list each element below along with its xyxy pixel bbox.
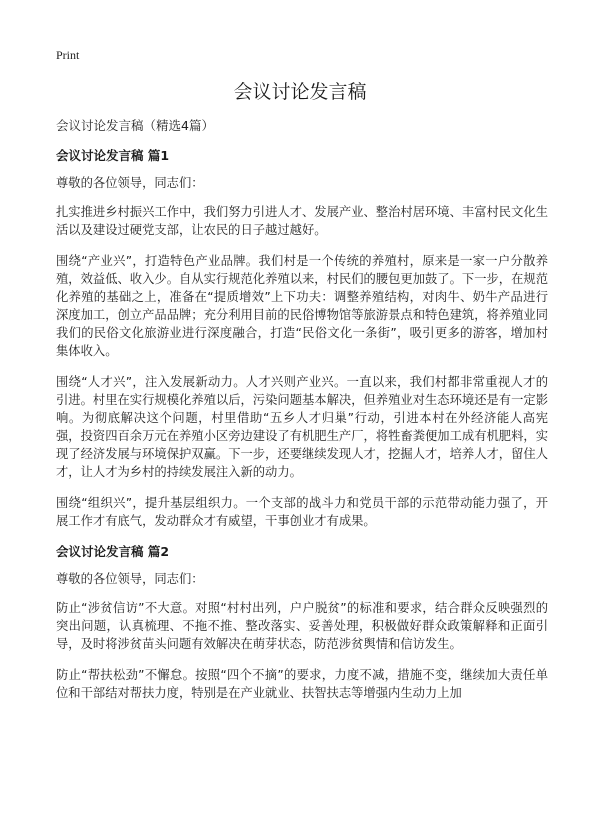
document-content xyxy=(56,117,548,715)
paragraph: 围绕“人才兴”，注入发展新动力。人才兴则产业兴。一直以来，我们村都非常重视人才的引进。村里在实行规模化养殖以后，污染问题基本解决，但养殖业对生态环境还是有一定影响。为彻底解决这个问题，村里借助“五乡人才归巢”行动，引进本村在外经济能人高宪强，投资四百余万元在养殖小区旁边建设了有机肥生产厂，将牲畜粪便加工成有机肥料，实现了经济发展与环境保护双赢。下一步，还要继续发现人才，挖掘人才，培养人才，留住人才，让人才为乡村的持续发展注入新的动力。 xyxy=(56,375,548,479)
paragraph: 围绕“产业兴”，打造特色产业品牌。我们村是一个传统的养殖村，原来是一家一户分散养殖，效益低、收入少。自从实行规范化养殖以来，村民们的腰包更加鼓了。下一步，在规范化养殖的基础之上，准备在“提质增效”上下功夫：调整养殖结构，对肉牛、奶牛产品进行深度加工，创立产品品牌；充分利用目前的民俗博物馆等旅游景点和特色建筑，将养殖业同我们的民俗文化旅游业进行深度融合，打造“民俗文化一条街”，吸引更多的游客，增加村集体收入。 xyxy=(56,254,548,358)
salutation: 尊敬的各位领导，同志们： xyxy=(56,176,204,190)
section-heading: 会议讨论发言稿 篇2 xyxy=(56,544,170,559)
document-title: 会议讨论发言稿 xyxy=(233,81,367,103)
salutation: 尊敬的各位领导，同志们： xyxy=(56,572,204,586)
paragraph: 扎实推进乡村振兴工作中，我们努力引进人才、发展产业、整治村居环境、丰富村民文化生活以及建设过硬党支部，让农民的日子越过越好。 xyxy=(56,205,548,237)
section-2 xyxy=(56,543,548,702)
paragraph: 防止“涉贫信访”不大意。对照“村村出列，户户脱贫”的标准和要求，结合群众反映强烈的突出问题，认真梳理、不拖不推、整改落实、妥善处理，积极做好群众政策解释和正面引导，及时将涉贫苗头问题有效解决在萌芽状态，防范涉贫舆情和信访发生。 xyxy=(56,601,548,651)
section-1 xyxy=(56,147,548,530)
paragraph: 防止“帮扶松劲”不懈怠。按照“四个不摘”的要求，力度不减，措施不变，继续加大责任单位和干部结对帮扶力度，特别是在产业就业、扶智扶志等增强内生动力上加 xyxy=(56,668,548,700)
print-link[interactable]: Print xyxy=(56,48,80,62)
section-heading: 会议讨论发言稿 篇1 xyxy=(56,148,170,163)
paragraph: 围绕“组织兴”，提升基层组织力。一个支部的战斗力和党员干部的示范带动能力强了，开展工作才有底气，发动群众才有威望，干事创业才有成果。 xyxy=(56,496,548,528)
document-subtitle: 会议讨论发言稿（精选4篇） xyxy=(56,118,214,133)
